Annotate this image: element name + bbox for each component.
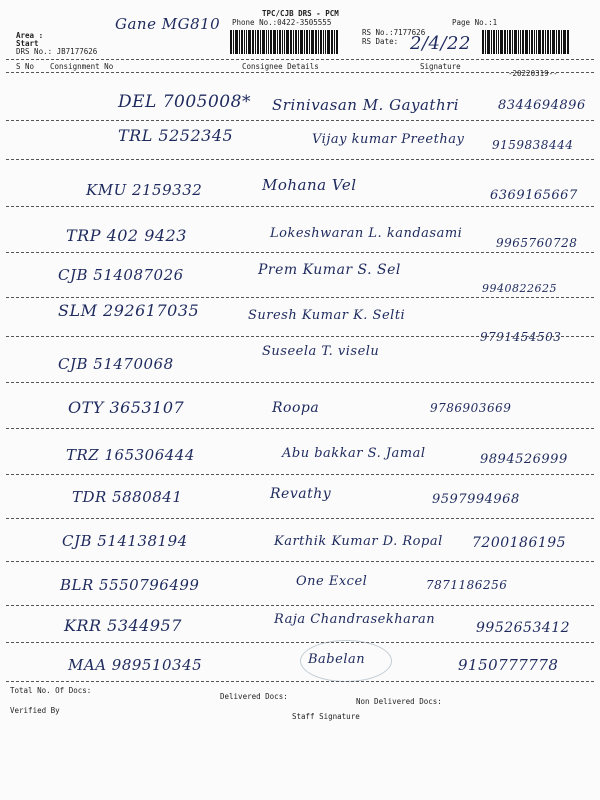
- rs-date-label: RS Date:: [362, 37, 399, 46]
- row-14-phone: 9150777778: [458, 656, 559, 674]
- start-label: Start: [16, 39, 39, 48]
- row-14-consignment: MAA 989510345: [68, 656, 203, 674]
- row-3-consignment: KMU 2159332: [86, 181, 203, 199]
- barcode-right: [482, 30, 570, 54]
- row-rule: [6, 382, 594, 383]
- page-number: Page No.:1: [452, 18, 498, 27]
- row-14-consignee: Babelan: [308, 652, 366, 667]
- col-s-no: S No: [16, 62, 35, 71]
- faded-stamp: [300, 640, 392, 682]
- drs-number: DRS No.: JB7177626: [16, 47, 98, 56]
- row-9-consignment: TRZ 165306444: [66, 446, 195, 464]
- row-13-consignee: Raja Chandrasekharan: [274, 612, 436, 627]
- row-rule: [6, 336, 594, 337]
- date-code: -20220319--: [508, 69, 558, 78]
- row-4-consignee: Lokeshwaran L. kandasami: [270, 226, 463, 241]
- row-10-phone: 9597994968: [432, 492, 520, 507]
- row-5-consignee: Prem Kumar S. Sel: [258, 262, 401, 278]
- row-13-consignment: KRR 5344957: [64, 616, 182, 635]
- row-1-consignment: DEL 7005008*: [118, 92, 251, 112]
- row-6-consignee: Suresh Kumar K. Selti: [248, 308, 406, 323]
- rs-number: RS No.:7177626: [362, 28, 426, 37]
- col-signature: Signature: [420, 62, 461, 71]
- row-8-consignment: OTY 3653107: [68, 398, 185, 417]
- row-8-phone: 9786903669: [430, 401, 512, 415]
- row-rule: [6, 605, 594, 606]
- barcode-left: [230, 30, 339, 54]
- row-10-consignee: Revathy: [270, 486, 332, 502]
- row-rule: [6, 206, 594, 207]
- row-5-consignment: CJB 514087026: [58, 266, 184, 284]
- row-4-consignment: TRP 402 9423: [66, 226, 187, 245]
- row-11-consignee: Karthik Kumar D. Ropal: [274, 534, 443, 549]
- row-11-phone: 7200186195: [472, 535, 567, 551]
- header-rule-top: [6, 59, 594, 60]
- row-2-consignment: TRL 5252345: [118, 126, 234, 145]
- row-11-consignment: CJB 514138194: [62, 532, 188, 550]
- row-5-phone: 9940822625: [482, 282, 557, 295]
- row-rule: [6, 297, 594, 298]
- row-rule: [6, 120, 594, 121]
- row-1-consignee: Srinivasan M. Gayathri: [272, 96, 460, 114]
- area-label: Area :: [16, 31, 44, 40]
- row-4-phone: 9965760728: [496, 236, 578, 250]
- row-9-phone: 9894526999: [480, 452, 568, 467]
- row-rule: [6, 428, 594, 429]
- phone-number: Phone No.:0422-3505555: [232, 18, 332, 27]
- row-3-consignee: Mohana Vel: [262, 176, 357, 194]
- delivered-docs: Delivered Docs:: [220, 692, 288, 701]
- row-10-consignment: TDR 5880841: [72, 488, 183, 506]
- row-8-consignee: Roopa: [272, 400, 320, 416]
- row-9-consignee: Abu bakkar S. Jamal: [282, 446, 426, 461]
- row-rule: [6, 518, 594, 519]
- row-6-consignment: SLM 292617035: [58, 301, 200, 320]
- row-3-phone: 6369165667: [490, 188, 578, 203]
- row-1-phone: 8344694896: [498, 98, 586, 113]
- row-7-consignee: Suseela T. viselu: [262, 344, 380, 359]
- row-rule: [6, 642, 594, 643]
- header-rule-bottom: [6, 72, 594, 73]
- rs-date-handwritten: 2/4/22: [410, 33, 471, 54]
- total-docs: Total No. Of Docs:: [10, 686, 92, 695]
- staff-signature: Staff Signature: [292, 712, 360, 721]
- row-rule: [6, 474, 594, 475]
- row-6-phone: 9791454503: [480, 330, 562, 344]
- document-title: TPC/CJB DRS - PCM: [262, 9, 339, 18]
- row-rule: [6, 159, 594, 160]
- col-consignment-no: Consignment No: [50, 62, 114, 71]
- row-13-phone: 9952653412: [476, 620, 571, 636]
- row-rule: [6, 681, 594, 682]
- col-consignee-details: Consignee Details: [242, 62, 319, 71]
- row-12-consignment: BLR 5550796499: [60, 576, 200, 594]
- row-12-phone: 7871186256: [426, 578, 508, 592]
- row-rule: [6, 252, 594, 253]
- row-2-phone: 9159838444: [492, 138, 574, 152]
- non-delivered-docs: Non Delivered Docs:: [356, 697, 442, 706]
- row-12-consignee: One Excel: [296, 574, 368, 589]
- row-7-consignment: CJB 51470068: [58, 355, 174, 373]
- row-2-consignee: Vijay kumar Preethay: [312, 132, 465, 147]
- verified-by: Verified By: [10, 706, 60, 715]
- handwritten-gate-note: Gane MG810: [115, 15, 221, 33]
- row-rule: [6, 561, 594, 562]
